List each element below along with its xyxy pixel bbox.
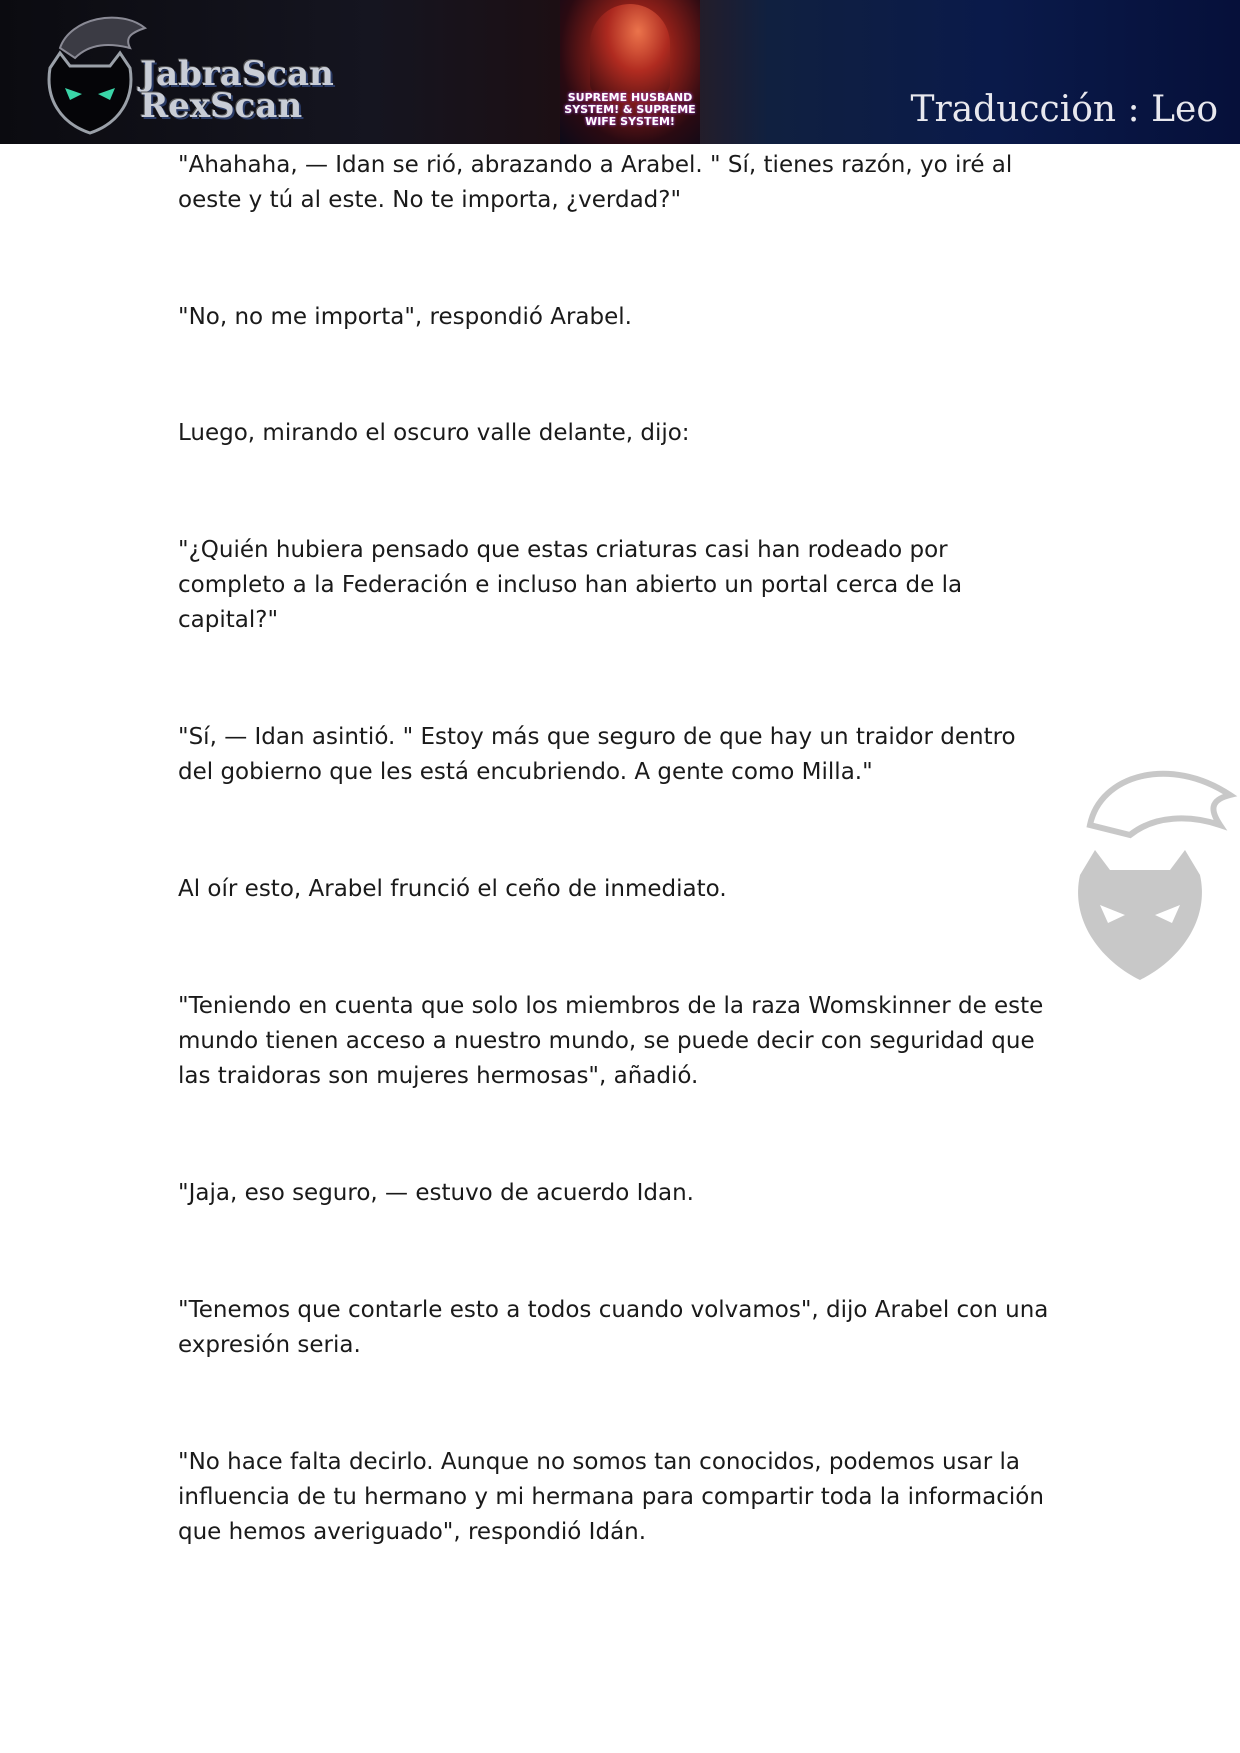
brand-line-2: RexScan <box>140 86 303 126</box>
paragraph: Al oír esto, Arabel frunció el ceño de inmediato. <box>178 876 727 902</box>
cover-title: SUPREME HUSBAND SYSTEM! & SUPREME WIFE SYSTEM! <box>564 91 696 128</box>
paragraph: "No hace falta decirlo. Aunque no somos tan conocidos, podemos usar la influencia de tu hermano y mi hermana para compartir toda la información que hemos averiguado", respondió Idán. <box>178 1449 1044 1545</box>
paragraph: "Teniendo en cuenta que solo los miembros de la raza Womskinner de este mundo tienen acceso a nuestro mundo, se puede decir con seguridad que las traidoras son mujeres hermosas", añadió. <box>178 993 1044 1089</box>
brand-name <box>140 54 334 126</box>
paragraph: "No, no me importa", respondió Arabel. <box>178 304 632 330</box>
header-banner <box>0 0 1240 144</box>
brand-line-1: JabraScan <box>140 54 334 94</box>
paragraph: "Ahahaha, — Idan se rió, abrazando a Arabel. " Sí, tienes razón, yo iré al oeste y tú al este. No te importa, ¿verdad?" <box>178 152 1013 213</box>
paragraph: Luego, mirando el oscuro valle delante, dijo: <box>178 420 690 446</box>
paragraph: "Tenemos que contarle esto a todos cuando volvamos", dijo Arabel con una expresión seria. <box>178 1297 1049 1358</box>
watermark-logo-icon <box>1060 755 1240 985</box>
cover-figure-image <box>590 4 670 94</box>
paragraph: "Sí, — Idan asintió. " Estoy más que seguro de que hay un traidor dentro del gobierno que les está encubriendo. A gente como Milla." <box>178 724 1016 785</box>
translation-credit: Traducción : Leo <box>910 89 1218 130</box>
paragraph: "Jaja, eso seguro, — estuvo de acuerdo Idan. <box>178 1180 694 1206</box>
paragraph: "¿Quién hubiera pensado que estas criaturas casi han rodeado por completo a la Federación e incluso han abierto un portal cerca de la capital?" <box>178 537 963 633</box>
